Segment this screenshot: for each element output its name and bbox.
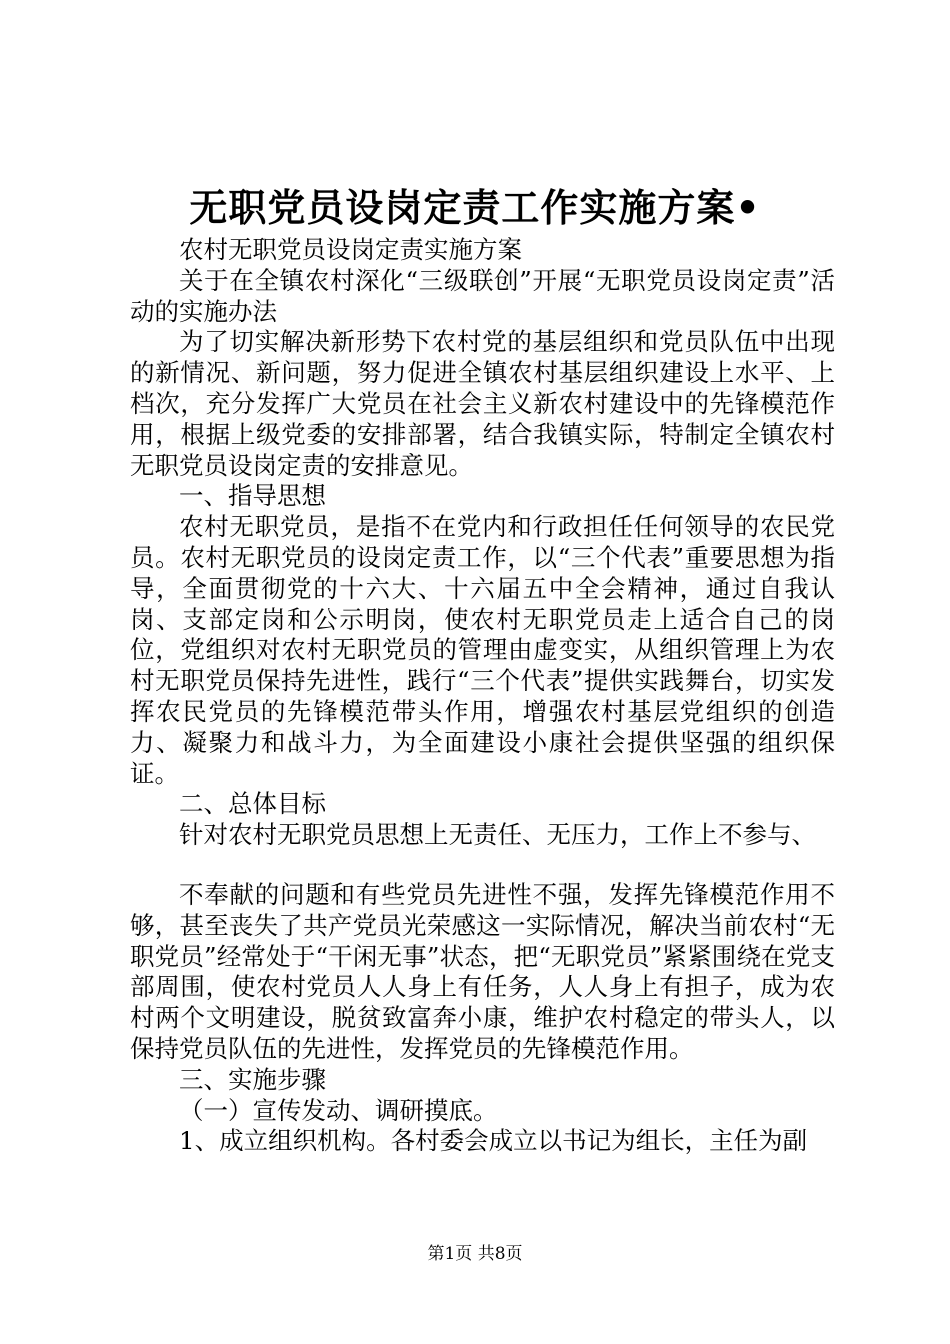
page-number-footer: 第1页 共8页 xyxy=(427,1244,523,1264)
intro-paragraph: 为了切实解决新形势下农村党的基层组织和党员队伍中出现的新情况、新问题，努力促进全镇农村基层组织建设上水平、上档次，充分发挥广大党员在社会主义新农村建设中的先锋模范作用，根据上级党委的安排部署，结合我镇实际，特制定全镇农村无职党员设岗定责的安排意见。 xyxy=(130,327,835,480)
step-1-paragraph: 1、成立组织机构。各村委会成立以书记为组长，主任为副 xyxy=(179,1126,808,1156)
overall-goal-paragraph-start: 针对农村无职党员思想上无责任、无压力，工作上不参与、 xyxy=(179,820,816,850)
subsection-heading-publicity: （一）宣传发动、调研摸底。 xyxy=(179,1095,498,1125)
document-body-upper xyxy=(130,235,835,851)
heading-paragraph: 关于在全镇农村深化“三级联创”开展“无职党员设岗定责”活动的实施办法 xyxy=(130,265,835,326)
section-heading-overall-goal: 二、总体目标 xyxy=(179,789,326,819)
document-title: 无职党员设岗定责工作实施方案• xyxy=(189,185,761,230)
subtitle-paragraph: 农村无职党员设岗定责实施方案 xyxy=(179,235,522,264)
section-heading-guiding-ideology: 一、指导思想 xyxy=(179,481,326,511)
section-heading-implementation-steps: 三、实施步骤 xyxy=(179,1064,326,1094)
guiding-ideology-paragraph: 农村无职党员，是指不在党内和行政担任任何领导的农民党员。农村无职党员的设岗定责工作，以“三个代表”重要思想为指导，全面贯彻党的十六大、十六届五中全会精神，通过自我认岗、支部定岗和公示明岗，使农村无职党员走上适合自己的岗位，党组织对农村无职党员的管理由虚变实，从组织管理上为农村无职党员保持先进性，践行“三个代表”提供实践舞台，切实发挥农民党员的先锋模范带头作用，增强农村基层党组织的创造力、凝聚力和战斗力，为全面建设小康社会提供坚强的组织保证。 xyxy=(130,512,835,788)
overall-goal-paragraph-continued: 不奉献的问题和有些党员先进性不强，发挥先锋模范作用不够，甚至丧失了共产党员光荣感这一实际情况，解决当前农村“无职党员”经常处于“干闲无事”状态，把“无职党员”紧紧围绕在党支部周围，使农村党员人人身上有任务，人人身上有担子，成为农村两个文明建设，脱贫致富奔小康，维护农村稳定的带头人，以保持党员队伍的先进性，发挥党员的先锋模范作用。 xyxy=(130,880,835,1063)
document-body-lower xyxy=(130,880,835,1157)
